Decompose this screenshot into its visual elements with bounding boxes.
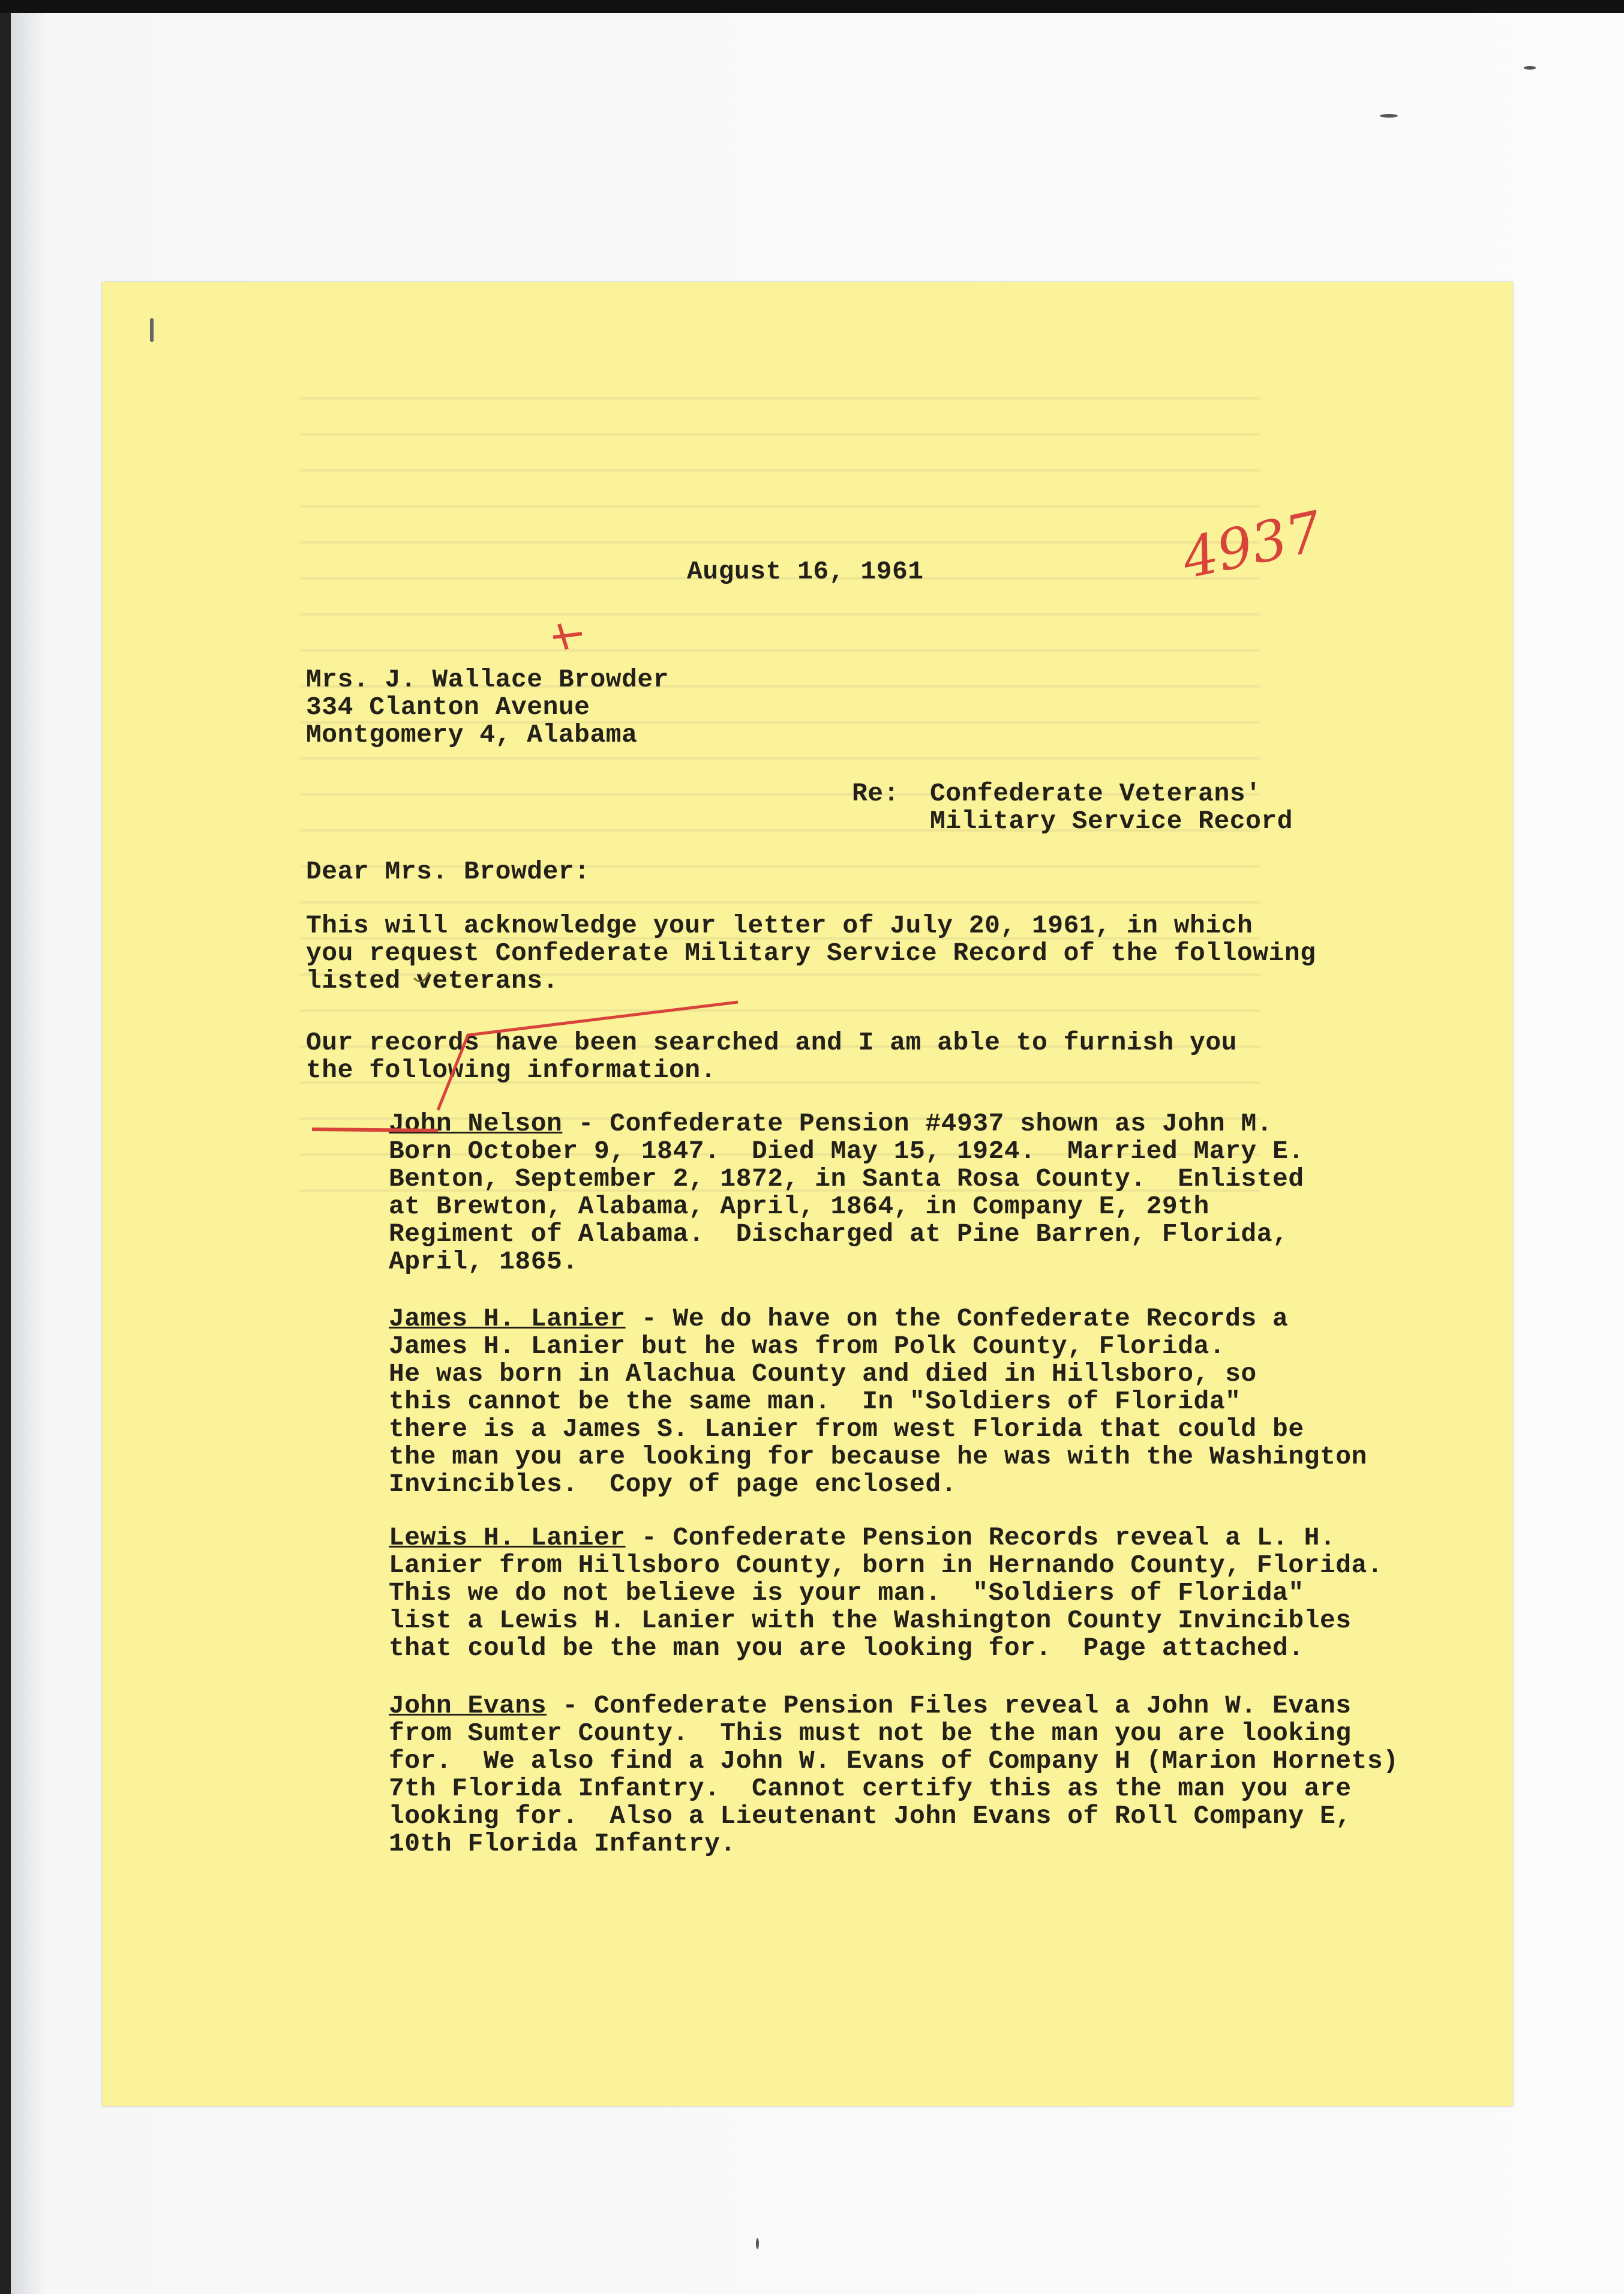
veteran-name: James H. Lanier: [389, 1304, 626, 1333]
entry-text: 7th Florida Infantry. Cannot certify this as the man you are: [389, 1774, 1352, 1803]
address-line: Montgomery 4, Alabama: [306, 720, 638, 749]
subject-label: Re:: [852, 779, 899, 808]
red-pencil-marks: [102, 282, 1513, 2106]
scan-border-left: [0, 0, 11, 2294]
scan-blemish: [1380, 114, 1398, 118]
red-underline-mark: [312, 1129, 438, 1130]
veteran-name: John Nelson: [389, 1109, 563, 1138]
scan-border-top: [0, 0, 1624, 13]
entry-text: that could be the man you are looking for. Page attached.: [389, 1633, 1304, 1663]
salutation: Dear Mrs. Browder:: [306, 857, 590, 886]
handwritten-pension-number: 4937: [1176, 499, 1328, 592]
entry-text: looking for. Also a Lieutenant John Evans of Roll Company E,: [389, 1801, 1352, 1831]
entry-text: the man you are looking for because he was with the Washington: [389, 1442, 1367, 1471]
scan-blemish: [1524, 66, 1536, 70]
scan-blemish: [756, 2238, 759, 2249]
entry-text: Invincibles. Copy of page enclosed.: [389, 1470, 957, 1499]
entry-text: - Confederate Pension #4937 shown as John M.: [562, 1109, 1273, 1138]
red-check-mark: [438, 1002, 738, 1110]
entry-text: He was born in Alachua County and died in Hillsboro, so: [389, 1359, 1257, 1389]
subject-text: Military Service Record: [930, 806, 1293, 836]
entry-text: this cannot be the same man. In "Soldiers of Florida": [389, 1387, 1241, 1416]
entry-text: - We do have on the Confederate Records a: [625, 1304, 1289, 1333]
entry-text: there is a James S. Lanier from west Florida that could be: [389, 1414, 1304, 1444]
paragraph-line: the following information.: [306, 1055, 716, 1085]
entry-text: at Brewton, Alabama, April, 1864, in Company E, 29th: [389, 1192, 1209, 1221]
paragraph-line: you request Confederate Military Service Record of the following: [306, 938, 1316, 968]
address-line: Mrs. J. Wallace Browder: [306, 665, 669, 694]
entry-text: 10th Florida Infantry.: [389, 1829, 736, 1858]
veteran-name: John Evans: [389, 1691, 547, 1720]
veteran-name: Lewis H. Lanier: [389, 1523, 626, 1552]
letter-date: August 16, 1961: [687, 557, 924, 586]
entry-text: from Sumter County. This must not be the man you are looking: [389, 1719, 1352, 1748]
entry-text: - Confederate Pension Files reveal a John W. Evans: [547, 1691, 1352, 1720]
entry-text: James H. Lanier but he was from Polk County, Florida.: [389, 1332, 1226, 1361]
entry-text: Lanier from Hillsboro County, born in Hernando County, Florida.: [389, 1551, 1383, 1580]
entry-text: Regiment of Alabama. Discharged at Pine Barren, Florida,: [389, 1219, 1289, 1249]
address-line: 334 Clanton Avenue: [306, 692, 590, 722]
entry-text: This we do not believe is your man. "Soldiers of Florida": [389, 1578, 1304, 1608]
subject-text: Confederate Veterans': [930, 779, 1262, 808]
paragraph-line: This will acknowledge your letter of July 20, 1961, in which: [306, 911, 1253, 940]
entry-text: Born October 9, 1847. Died May 15, 1924. Married Mary E.: [389, 1136, 1304, 1166]
entry-text: April, 1865.: [389, 1247, 578, 1276]
red-cross-mark: [553, 624, 582, 649]
scan-blemish: [150, 318, 154, 342]
pencil-tick-mark: [414, 972, 429, 982]
entry-text: - Confederate Pension Records reveal a L. H.: [625, 1523, 1336, 1552]
letter-page: [102, 282, 1513, 2106]
paragraph-line: Our records have been searched and I am able to furnish you: [306, 1028, 1237, 1057]
entry-text: list a Lewis H. Lanier with the Washington County Invincibles: [389, 1606, 1352, 1635]
entry-text: Benton, September 2, 1872, in Santa Rosa County. Enlisted: [389, 1164, 1304, 1194]
paragraph-line: listed veterans.: [306, 966, 559, 995]
entry-text: for. We also find a John W. Evans of Company H (Marion Hornets): [389, 1746, 1399, 1776]
